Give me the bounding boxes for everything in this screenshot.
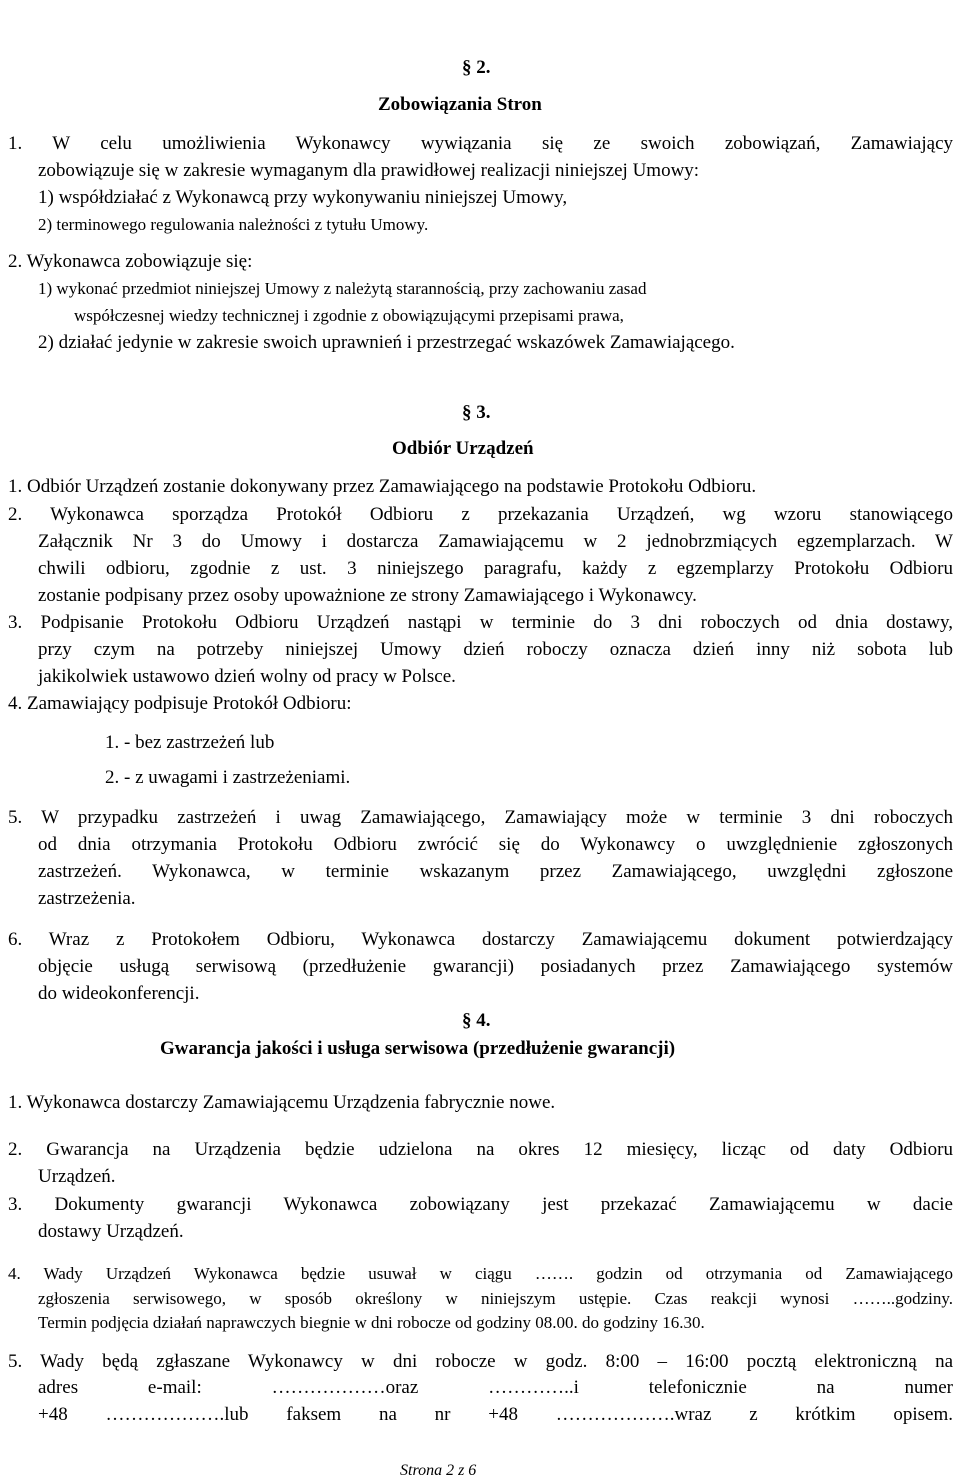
paragraph-line: zastrzeżeń. Wykonawca, w terminie wskazanym przez Zamawiającego, uwzględni zgłoszone: [38, 861, 953, 882]
paragraph-line: do wideokonferencji.: [38, 983, 200, 1004]
paragraph-line: od dnia otrzymania Protokołu Odbioru zwrócić się do Wykonawcy o uwzględnienie zgłoszonych: [38, 834, 953, 855]
paragraph-line: 1) współdziałać z Wykonawcą przy wykonywaniu niniejszej Umowy,: [38, 187, 568, 208]
paragraph-line: 2) terminowego regulowania należności z tytułu Umowy.: [38, 215, 429, 234]
section-3-number: § 3.: [462, 402, 491, 423]
section-3-title: Odbiór Urządzeń: [392, 438, 534, 459]
paragraph-line: 4. Zamawiający podpisuje Protokół Odbioru:: [8, 693, 352, 714]
list-item: 2. - z uwagami i zastrzeżeniami.: [105, 767, 351, 788]
paragraph-line: +48 ……………….lub faksem na nr +48 ……………….wraz z krótkim opisem.: [38, 1404, 953, 1425]
paragraph-line: zastrzeżenia.: [38, 888, 136, 909]
paragraph-line: Urządzeń.: [38, 1166, 116, 1187]
paragraph-line: zostanie podpisany przez osoby upoważnione ze strony Zamawiającego i Wykonawcy.: [38, 585, 697, 606]
paragraph-line: objęcie usługą serwisową (przedłużenie gwarancji) posiadanych przez Zamawiającego systemów: [38, 956, 953, 977]
paragraph-line: Załącznik Nr 3 do Umowy i dostarcza Zamawiającemu w 2 jednobrzmiących egzemplarzach. W: [38, 531, 953, 552]
paragraph-line: 1) wykonać przedmiot niniejszej Umowy z należytą starannością, przy zachowaniu zasad: [38, 279, 647, 298]
paragraph-line: adres e-mail: ………………oraz …………..i telefonicznie na numer: [38, 1377, 953, 1398]
list-item: 1. - bez zastrzeżeń lub: [105, 732, 275, 753]
paragraph-line: chwili odbioru, zgodnie z ust. 3 niniejszego paragrafu, każdy z egzemplarzy Protokołu Odbioru: [38, 558, 953, 579]
paragraph-line: 6. Wraz z Protokołem Odbioru, Wykonawca dostarczy Zamawiającemu dokument potwierdzający: [8, 929, 953, 950]
paragraph-line: 2. Gwarancja na Urządzenia będzie udzielona na okres 12 miesięcy, licząc od daty Odbioru: [8, 1139, 953, 1160]
paragraph-line: 3. Dokumenty gwarancji Wykonawca zobowiązany jest przekazać Zamawiającemu w dacie: [8, 1194, 953, 1215]
section-2-number: § 2.: [462, 57, 491, 78]
paragraph-line: 3. Podpisanie Protokołu Odbioru Urządzeń nastąpi w terminie do 3 dni roboczych od dnia dostawy,: [8, 612, 953, 633]
paragraph-line: zobowiązuje się w zakresie wymaganym dla prawidłowej realizacji niniejszej Umowy:: [38, 160, 700, 181]
paragraph-line: 2. Wykonawca sporządza Protokół Odbioru z przekazania Urządzeń, wg wzoru stanowiącego: [8, 504, 953, 525]
section-2-title: Zobowiązania Stron: [378, 94, 542, 115]
paragraph-line: 1. Odbiór Urządzeń zostanie dokonywany przez Zamawiającego na podstawie Protokołu Odbioru.: [8, 476, 757, 497]
paragraph-line: dostawy Urządzeń.: [38, 1221, 184, 1242]
section-4-title: Gwarancja jakości i usługa serwisowa (przedłużenie gwarancji): [160, 1038, 676, 1059]
paragraph-line: 2) działać jedynie w zakresie swoich uprawnień i przestrzegać wskazówek Zamawiającego.: [38, 332, 735, 353]
paragraph-line: 5. Wady będą zgłaszane Wykonawcy w dni robocze w godz. 8:00 – 16:00 pocztą elektroniczną na: [8, 1351, 953, 1372]
paragraph-line: 5. W przypadku zastrzeżeń i uwag Zamawiającego, Zamawiający może w terminie 3 dni roboczych: [8, 807, 953, 828]
paragraph-line: zgłoszenia serwisowego, w sposób określony w niniejszym ustępie. Czas reakcji wynosi ……..godziny.: [38, 1289, 953, 1308]
paragraph-line: 1. Wykonawca dostarczy Zamawiającemu Urządzenia fabrycznie nowe.: [8, 1092, 556, 1113]
paragraph-line: jakikolwiek ustawowo dzień wolny od pracy w Polsce.: [38, 666, 456, 687]
section-4-number: § 4.: [462, 1010, 491, 1031]
paragraph-line: współczesnej wiedzy technicznej i zgodnie z obowiązującymi przepisami prawa,: [74, 306, 624, 325]
paragraph-line: 2. Wykonawca zobowiązuje się:: [8, 251, 253, 272]
paragraph-line: Termin podjęcia działań naprawczych biegnie w dni robocze od godziny 08.00. do godziny 16.30.: [38, 1313, 705, 1332]
paragraph-line: 1. W celu umożliwienia Wykonawcy wywiązania się ze swoich zobowiązań, Zamawiający: [8, 133, 953, 154]
paragraph-line: przy czym na potrzeby niniejszej Umowy dzień roboczy oznacza dzień inny niż sobota lub: [38, 639, 953, 660]
paragraph-line: 4. Wady Urządzeń Wykonawca będzie usuwał w ciągu ……. godzin od otrzymania od Zamawiającego: [8, 1264, 953, 1283]
page-footer: Strona 2 z 6: [400, 1462, 477, 1479]
